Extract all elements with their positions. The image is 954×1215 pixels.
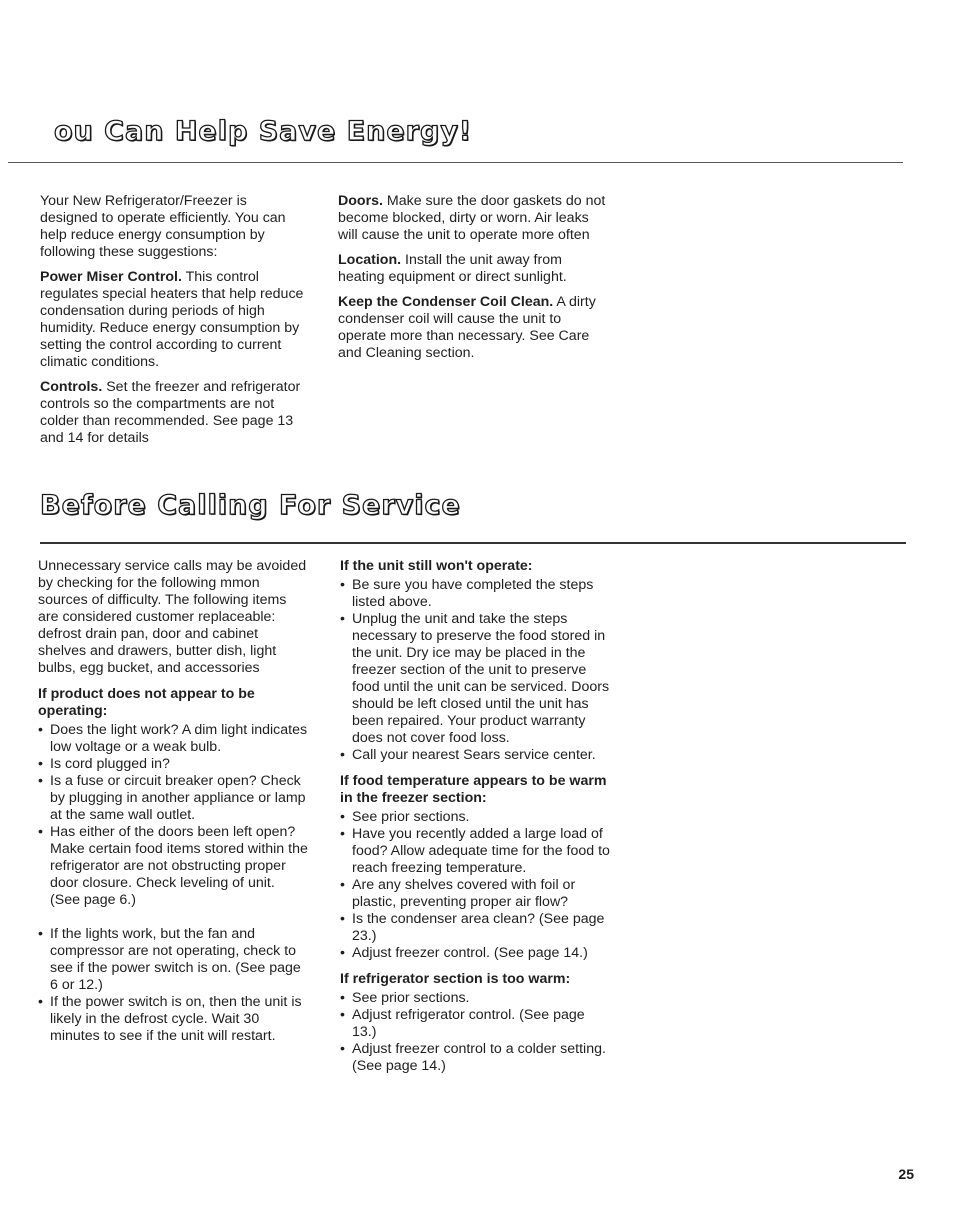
service-column-right [340, 558, 610, 1075]
service-subheading: If product does not appear to be operating: [38, 686, 255, 719]
tip-text: Make sure the door gaskets do not become blocked, dirty or worn. Air leaks will cause the unit to operate more often [338, 193, 606, 243]
energy-title-rule [8, 162, 903, 163]
service-checklist [340, 809, 610, 962]
list-item: • Have you recently added a large load of food? Allow adequate time for the food to reach freezing temperature. [340, 826, 610, 877]
service-title-rule [40, 542, 906, 544]
tip-label: Keep the Condenser Coil Clean. [338, 294, 554, 310]
list-item: • Does the light work? A dim light indicates low voltage or a weak bulb. [38, 722, 308, 756]
list-item: • Be sure you have completed the steps listed above. [340, 577, 610, 611]
list-item: • Adjust freezer control to a colder setting. (See page 14.) [340, 1041, 610, 1075]
energy-tip [40, 379, 305, 447]
energy-intro: Your New Refrigerator/Freezer is designed to operate efficiently. You can help reduce energy consumption by following these suggestions: [40, 193, 286, 260]
list-item: • Adjust refrigerator control. (See page 13.) [340, 1007, 610, 1041]
tip-label: Power Miser Control. [40, 269, 182, 285]
list-item: • See prior sections. [340, 809, 610, 826]
energy-tip [338, 193, 608, 244]
service-checklist [340, 990, 610, 1075]
tip-text: Install the unit away from heating equipment or direct sunlight. [338, 252, 567, 285]
service-subheading: If refrigerator section is too warm: [340, 971, 571, 987]
list-item: • Adjust freezer control. (See page 14.) [340, 945, 610, 962]
service-section-title: Before Calling For Service [40, 490, 461, 521]
list-item: • Are any shelves covered with foil or plastic, preventing proper air flow? [340, 877, 610, 911]
page-number: 25 [898, 1166, 914, 1182]
list-item: • Call your nearest Sears service center. [340, 747, 610, 764]
service-checklist [340, 577, 610, 764]
list-item: • Is a fuse or circuit breaker open? Check by plugging in another appliance or lamp at the same wall outlet. [38, 773, 308, 824]
list-item: • If the lights work, but the fan and compressor are not operating, check to see if the power switch is on. (See page 6 or 12.) [38, 926, 308, 994]
tip-text: This control regulates special heaters that help reduce condensation during periods of high humidity. Reduce energy consumption by setting the control according to current climatic conditions. [40, 269, 304, 370]
energy-tip [338, 294, 608, 362]
energy-tip [40, 269, 305, 371]
energy-column-left [40, 193, 305, 455]
list-item: • See prior sections. [340, 990, 610, 1007]
energy-tip [338, 252, 608, 286]
tip-text: A dirty condenser coil will cause the unit to operate more than necessary. See Care and Cleaning section. [338, 294, 596, 361]
list-item: • Unplug the unit and take the steps necessary to preserve the food stored in the unit. Dry ice may be placed in the freezer section of the unit to preserve food until the unit can be serviced. Doors should be left closed until the unit has been repaired. Your product warranty does not cover food loss. [340, 611, 610, 747]
energy-section-title: ou Can Help Save Energy! [54, 116, 473, 147]
service-intro: Unnecessary service calls may be avoided by checking for the following mmon sources of difficulty. The following items are considered customer replaceable: defrost drain pan, door and cabinet shelves and drawers, butter dish, light bulbs, egg bucket, and accessories [38, 558, 307, 676]
service-subheading: If the unit still won't operate: [340, 558, 533, 574]
list-item: • If the power switch is on, then the unit is likely in the defrost cycle. Wait 30 minutes to see if the unit will restart. [38, 994, 308, 1045]
tip-label: Controls. [40, 379, 103, 395]
tip-text: Set the freezer and refrigerator controls so the compartments are not colder than recommended. See page 13 and 14 for details [40, 379, 301, 446]
service-column-left [38, 558, 308, 1045]
list-item: • Has either of the doors been left open? Make certain food items stored within the refrigerator are not obstructing proper door closure. Check leveling of unit. (See page 6.) [38, 824, 308, 909]
service-subheading: If food temperature appears to be warm in the freezer section: [340, 773, 607, 806]
list-item: • Is cord plugged in? [38, 756, 308, 773]
tip-label: Location. [338, 252, 402, 268]
tip-label: Doors. [338, 193, 383, 209]
list-item: • Is the condenser area clean? (See page 23.) [340, 911, 610, 945]
service-checklist [38, 722, 308, 1045]
energy-column-right [338, 193, 608, 370]
